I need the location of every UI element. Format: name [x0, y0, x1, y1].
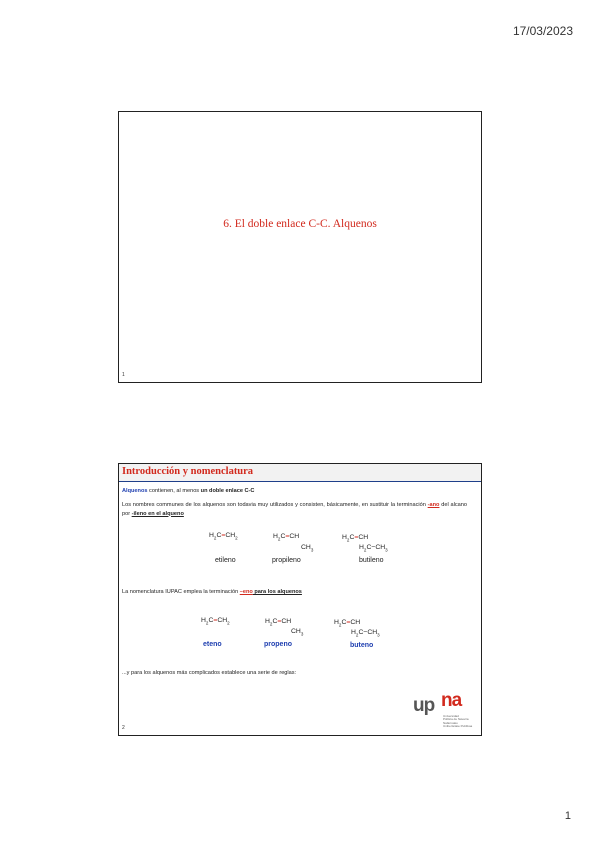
atom: C−CH: [358, 629, 378, 636]
subscript: 2: [213, 535, 217, 541]
subscript: 3: [385, 547, 388, 553]
atom: C: [208, 617, 214, 624]
slide-2: [118, 463, 482, 736]
atom: H: [209, 532, 214, 539]
subscript: 2: [269, 621, 273, 627]
atom: H: [359, 544, 364, 551]
subscript: 2: [338, 622, 342, 628]
logo-subtext-line: Nafarroako: [443, 720, 458, 725]
subscript: 3: [310, 547, 314, 553]
subscript: 2: [235, 535, 238, 541]
atom: CH: [217, 617, 228, 624]
atom: CH: [281, 618, 292, 625]
name-buteno: buteno: [350, 642, 374, 649]
double-bond: =: [213, 617, 218, 624]
formula-butene-branch: [351, 629, 380, 637]
subscript: 3: [300, 631, 304, 637]
page-date: 17/03/2023: [512, 24, 573, 38]
name-propeno: propeno: [264, 641, 292, 648]
slide-1: [118, 111, 482, 383]
atom: CH: [289, 533, 300, 540]
subscript: 2: [355, 632, 359, 638]
formula-ethene: [201, 617, 230, 625]
atom: CH: [350, 619, 361, 626]
double-bond: =: [346, 619, 351, 626]
double-bond: =: [221, 532, 226, 539]
formula-propylene-branch: [301, 544, 313, 552]
atom: C: [341, 619, 347, 626]
atom: CH: [225, 532, 236, 539]
double-bond: =: [285, 533, 290, 540]
subscript: 2: [227, 620, 230, 626]
bold-text: un doble enlace C-C: [200, 488, 255, 494]
name-butileno: butileno: [359, 557, 384, 564]
logo-subtext-line: Universidad: [443, 714, 459, 718]
slide-number: 2: [122, 725, 125, 731]
double-bond: =: [277, 618, 282, 625]
page-number: 1: [564, 810, 571, 822]
formula-butylene: [342, 534, 368, 542]
slide-header: [119, 464, 481, 482]
suffix-ano: -ano: [427, 502, 440, 508]
formula-propene: [265, 618, 291, 626]
formula-butylene-branch: [359, 544, 388, 552]
subscript: 2: [346, 537, 350, 543]
atom: CH: [301, 544, 311, 551]
subscript: 2: [205, 620, 209, 626]
double-bond: =: [354, 534, 359, 541]
logo-subtext-line: Pública de Navarra: [443, 717, 469, 722]
text: Los nombres communes de los alquenos son todavia muy utilizados y consisten, básicamente, en sustituir la terminación: [122, 502, 428, 508]
subscript: 2: [363, 547, 367, 553]
name-etileno: etileno: [215, 557, 236, 564]
logo-subtext-line: Unibertsitate Publikoa: [443, 724, 473, 729]
rules-line: ...y para los alquenos más complicados establece una serie de reglas:: [122, 670, 297, 676]
text: contienen, al menos: [147, 488, 201, 494]
formula-propene-branch: [291, 628, 303, 636]
atom: CH: [358, 534, 369, 541]
atom: CH: [291, 628, 301, 635]
atom: H: [334, 619, 339, 626]
atom: H: [265, 618, 270, 625]
atom: C: [272, 618, 278, 625]
upna-logo: [413, 690, 475, 729]
atom: C: [280, 533, 286, 540]
iupac-line: [122, 588, 302, 597]
intro-line: [122, 487, 254, 496]
slide-title: 6. El doble enlace C-C. Alquenos: [223, 218, 377, 230]
suffix-eno: –eno: [239, 589, 253, 595]
logo-up: up: [413, 695, 435, 716]
underlined-text: para los alquenos: [252, 589, 302, 595]
atom: H: [351, 629, 356, 636]
formula-ethylene: [209, 532, 238, 540]
atom: H: [201, 617, 206, 624]
text: del alcano por: [122, 502, 467, 517]
formula-butene: [334, 619, 360, 627]
name-propileno: propileno: [272, 557, 301, 564]
keyword: Alquenos: [122, 488, 148, 494]
common-names-paragraph: [122, 501, 467, 518]
suffix-ileno: -ileno en el alqueno: [131, 510, 184, 517]
atom: H: [273, 533, 278, 540]
atom: C: [349, 534, 355, 541]
atom: H: [342, 534, 347, 541]
formula-propylene: [273, 533, 299, 541]
logo-na: na: [441, 690, 462, 711]
slide-header-title: Introducción y nomenclatura: [122, 466, 254, 477]
slide-number: 1: [122, 372, 125, 378]
subscript: 2: [277, 536, 281, 542]
subscript: 3: [377, 632, 380, 638]
atom: C: [216, 532, 222, 539]
name-eteno: eteno: [203, 641, 222, 648]
atom: C−CH: [366, 544, 386, 551]
logo-subtext: [443, 715, 472, 729]
text: La nomenclatura IUPAC emplea la terminación: [122, 589, 240, 595]
